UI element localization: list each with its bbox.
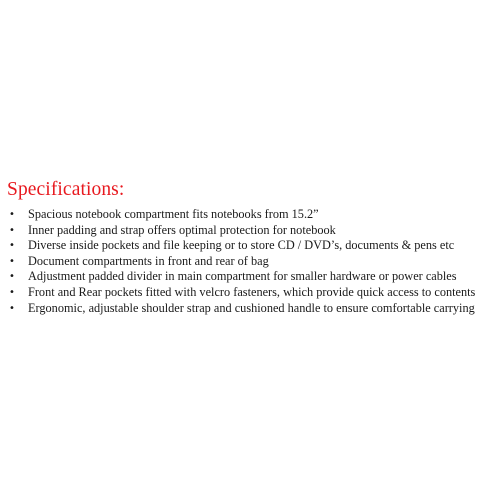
bullet-icon: • [9, 302, 15, 314]
spec-item-inside-pockets [7, 238, 497, 254]
bullet-icon: • [9, 209, 15, 220]
spec-item-padding [7, 223, 497, 239]
specifications-list [7, 207, 497, 316]
spec-item-text: Front and Rear pockets fitted with velcro fasteners, which provide quick access to contents [28, 284, 476, 299]
bullet-icon: • [9, 224, 15, 236]
spec-item-divider [7, 269, 497, 285]
spec-item-text: Document compartments in front and rear of bag [28, 253, 269, 268]
spec-item-compartment [7, 207, 497, 223]
bullet-icon: • [9, 255, 15, 267]
bullet-icon: • [9, 240, 15, 252]
bullet-icon: • [9, 286, 15, 298]
spec-item-shoulder-strap [7, 301, 497, 317]
spec-item-document-compartments [7, 254, 497, 270]
specifications-section [7, 179, 497, 316]
specifications-title: Specifications: [7, 179, 125, 200]
spec-item-text: Spacious notebook compartment fits notebooks from 15.2” [28, 207, 319, 221]
spec-item-text: Adjustment padded divider in main compartment for smaller hardware or power cables [28, 269, 457, 284]
spec-item-text: Inner padding and strap offers optimal protection for notebook [28, 222, 336, 237]
spec-item-front-rear-pockets [7, 285, 497, 301]
spec-item-text: Ergonomic, adjustable shoulder strap and cushioned handle to ensure comfortable carrying [28, 300, 475, 315]
bullet-icon: • [9, 271, 15, 283]
spec-item-text: Diverse inside pockets and file keeping or to store CD / DVD’s, documents & pens etc [28, 238, 455, 253]
